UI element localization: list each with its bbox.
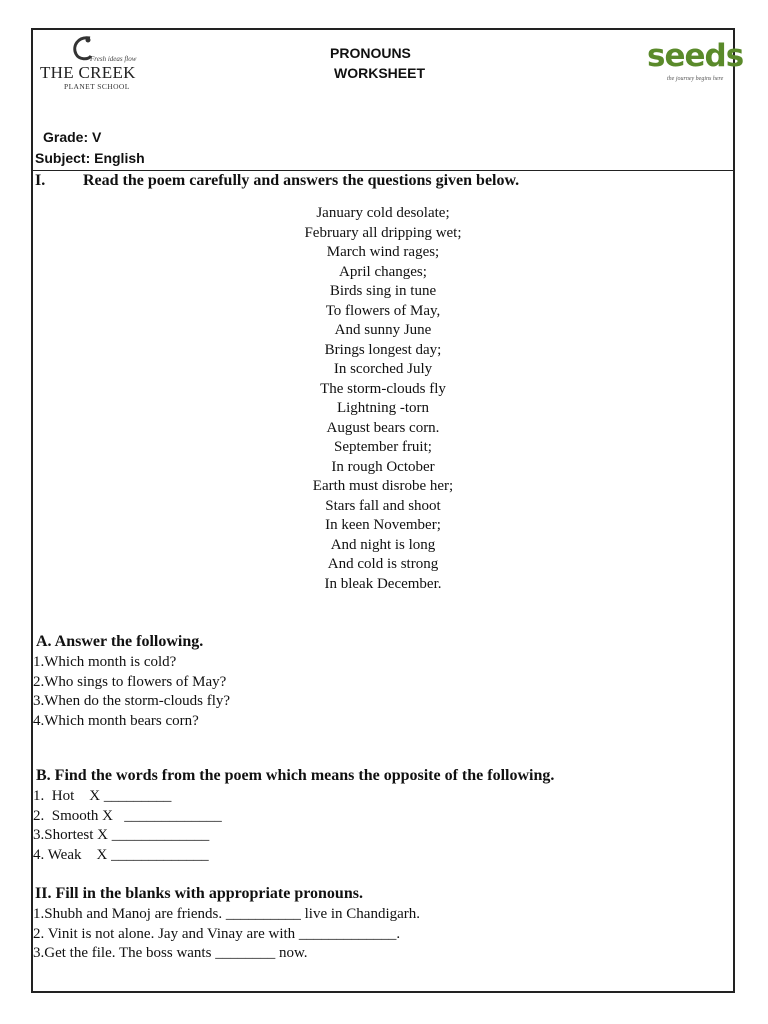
poem-line: To flowers of May, [325,302,441,319]
poem-line: January cold desolate; [316,205,450,221]
poem-line: Birds sing in tune [329,283,437,299]
poem-line: In keen November; [325,517,441,533]
opposite-item: 1. Hot X _________ [33,788,172,804]
question-item: 2.Who sings to flowers of May? [33,673,227,690]
poem-line: March wind rages; [326,244,440,260]
poem-line: The storm-clouds fly [320,380,446,397]
part-a-questions [33,653,230,731]
fill-blank-item: 3.Get the file. The boss wants ________ now. [33,945,308,962]
section2-items [33,905,420,964]
question-item: 4.Which month bears corn? [33,712,199,729]
poem-line: And cold is strong [327,556,439,572]
opposite-item: 4. Weak X _____________ [33,846,209,863]
poem-line: Earth must disrobe her; [312,478,454,494]
poem-line: February all dripping wet; [304,224,462,241]
poem-line: August bears corn. [326,419,440,436]
fill-blank-item: 1.Shubh and Manoj are friends. __________ live in Chandigarh. [33,906,421,922]
poem-line: And sunny June [334,322,432,338]
poem-line: In rough October [331,458,435,475]
poem-line: Stars fall and shoot [325,497,441,514]
grade-label: Grade: V [43,129,102,145]
header-divider [33,170,733,171]
poem-line: April changes; [339,263,427,280]
part-b-heading: B. Find the words from the poem which means the opposite of the following. [36,767,555,784]
creek-name: THE CREEK [40,63,136,82]
poem-line: And night is long [330,536,436,553]
creek-tagline: Fresh ideas flow [90,55,137,63]
seeds-logo [645,38,744,88]
poem-line: In bleak December. [324,575,442,592]
creek-sub: PLANET SCHOOL [64,82,130,91]
fill-blank-item: 2. Vinit is not alone. Jay and Vinay are with _____________. [33,925,401,942]
creek-school-logo [38,34,163,92]
poem-line: In scorched July [333,361,433,377]
question-item: 3.When do the storm-clouds fly? [33,693,231,710]
question-item: 1.Which month is cold? [33,654,177,670]
worksheet-title-line1: PRONOUNS [330,45,411,61]
part-a-heading: A. Answer the following. [36,633,204,650]
opposite-item: 3.Shortest X _____________ [33,827,210,844]
seeds-word: seeds [647,38,744,74]
poem-line: September fruit; [334,439,432,455]
subject-label: Subject: English [35,150,145,166]
part-b-items [33,787,222,865]
opposite-item: 2. Smooth X _____________ [33,807,222,824]
section1-text: Read the poem carefully and answers the questions given below. [83,172,520,189]
poem-line: Brings longest day; [324,341,442,358]
worksheet-title-line2: WORKSHEET [334,65,425,81]
section1-number: I. [35,172,46,189]
poem [233,204,533,594]
seeds-tagline: the journey begins here [667,76,724,82]
poem-line: Lightning -torn [336,400,430,416]
section2-heading: II. Fill in the blanks with appropriate pronouns. [35,885,363,902]
